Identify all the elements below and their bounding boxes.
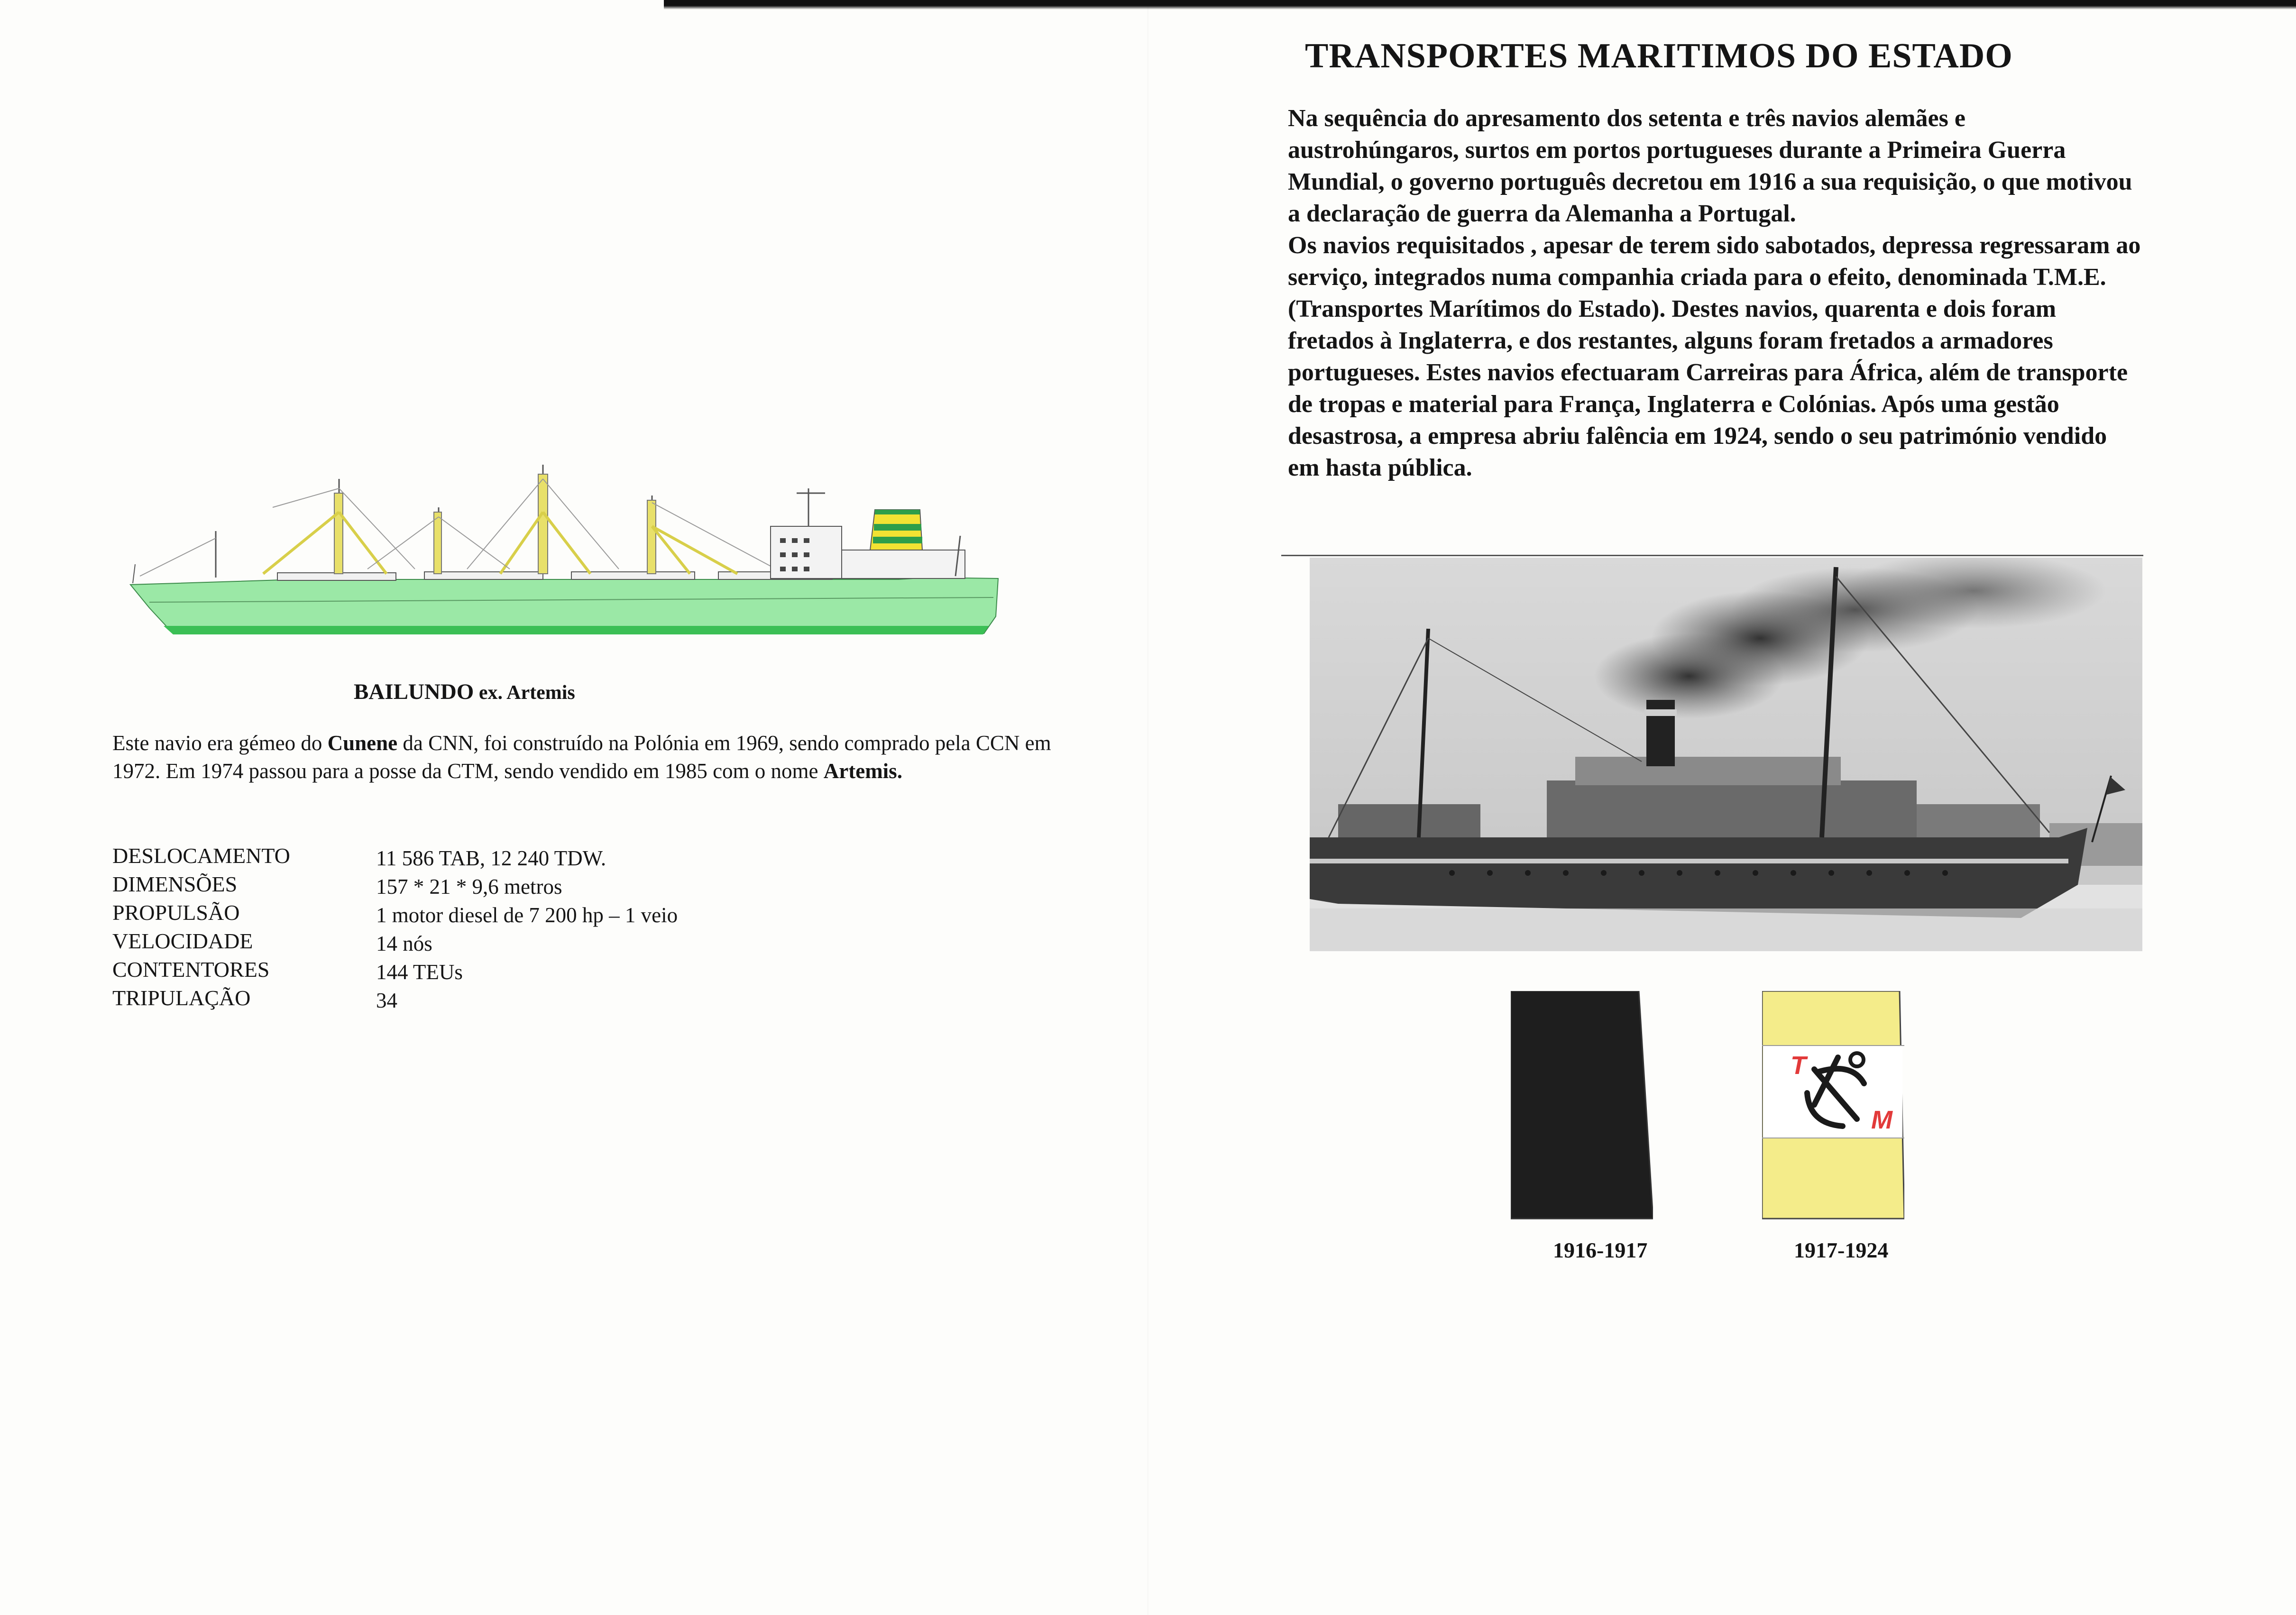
spec-row (112, 985, 776, 1014)
divider-line (1281, 555, 2143, 556)
spec-value: 34 (376, 989, 397, 1012)
steamship-photo (1310, 558, 2142, 951)
spec-label: CONTENTORES (112, 957, 270, 982)
letter-t: T (1791, 1051, 1806, 1080)
ship-funnel (870, 510, 922, 550)
book-gutter (1148, 0, 1149, 1615)
spec-label: VELOCIDADE (112, 929, 253, 953)
spec-row (112, 928, 776, 957)
ship-hull (130, 578, 998, 633)
page-top-edge-shadow (664, 0, 2296, 9)
spec-value: 144 TEUs (376, 960, 463, 984)
ship-name-caption: BAILUNDO ex. Artemis (354, 679, 575, 704)
spec-row (112, 900, 776, 928)
spec-label: TRIPULAÇÃO (112, 986, 251, 1010)
letter-m: M (1871, 1106, 1892, 1134)
ship-specifications (112, 843, 776, 1014)
history-text (1288, 102, 2141, 484)
spec-row (112, 872, 776, 900)
spec-value: 11 586 TAB, 12 240 TDW. (376, 846, 606, 870)
spec-value: 157 * 21 * 9,6 metros (376, 875, 562, 899)
spec-value: 14 nós (376, 932, 432, 955)
funnel-caption-1917-1924: 1917-1924 (1794, 1238, 1889, 1262)
page-title: TRANSPORTES MARITIMOS DO ESTADO (1305, 37, 2013, 75)
spec-label: PROPULSÃO (112, 900, 240, 925)
funnel-mark-1916-1917 (1511, 991, 1653, 1228)
spec-label: DESLOCAMENTO (112, 844, 290, 868)
spec-value: 1 motor diesel de 7 200 hp – 1 veio (376, 903, 678, 927)
ship-description: Este navio era gémeo do Cunene da CNN, foi construído na Polónia em 1969, sendo comprado pela CCN em 1972. Em 1974 passou para a posse da CTM, sendo vendido em 1985 com o nome Artemis. (112, 731, 1051, 783)
spec-row (112, 957, 776, 985)
paragraph-2: Os navios requisitados , apesar de terem sido sabotados, depressa regressaram ao serviço, integrados numa companhia criada para o efeito, denominada T.M.E. (Transportes Marítimos do Estado). Destes navios, quarenta e dois foram fretados à Inglaterra, e dos restantes, alguns foram fretados a armadores portugueses. Estes navios efectuaram Carreiras para África, além de transporte de tropas e material para França, Inglaterra e Colónias. Após uma gestão desastrosa, a empresa abriu falência em 1924, sendo o seu património vendido em hasta pública. (1288, 232, 2141, 481)
spec-label: DIMENSÕES (112, 872, 238, 896)
funnel-mark-1917-1924 (1762, 991, 1904, 1228)
funnel-caption-1916-1917: 1916-1917 (1553, 1238, 1648, 1262)
bailundo-ship-drawing (121, 455, 1012, 654)
spec-row (112, 843, 776, 872)
paragraph-1: Na sequência do apresamento dos setenta e três navios alemães e austrohúngaros, surtos em portos portugueses durante a Primeira Guerra Mundial, o governo português decretou em 1916 a sua requisição, o que motivou a declaração de guerra da Alemanha a Portugal. (1288, 105, 2132, 227)
ship-boot-topping (164, 626, 989, 634)
